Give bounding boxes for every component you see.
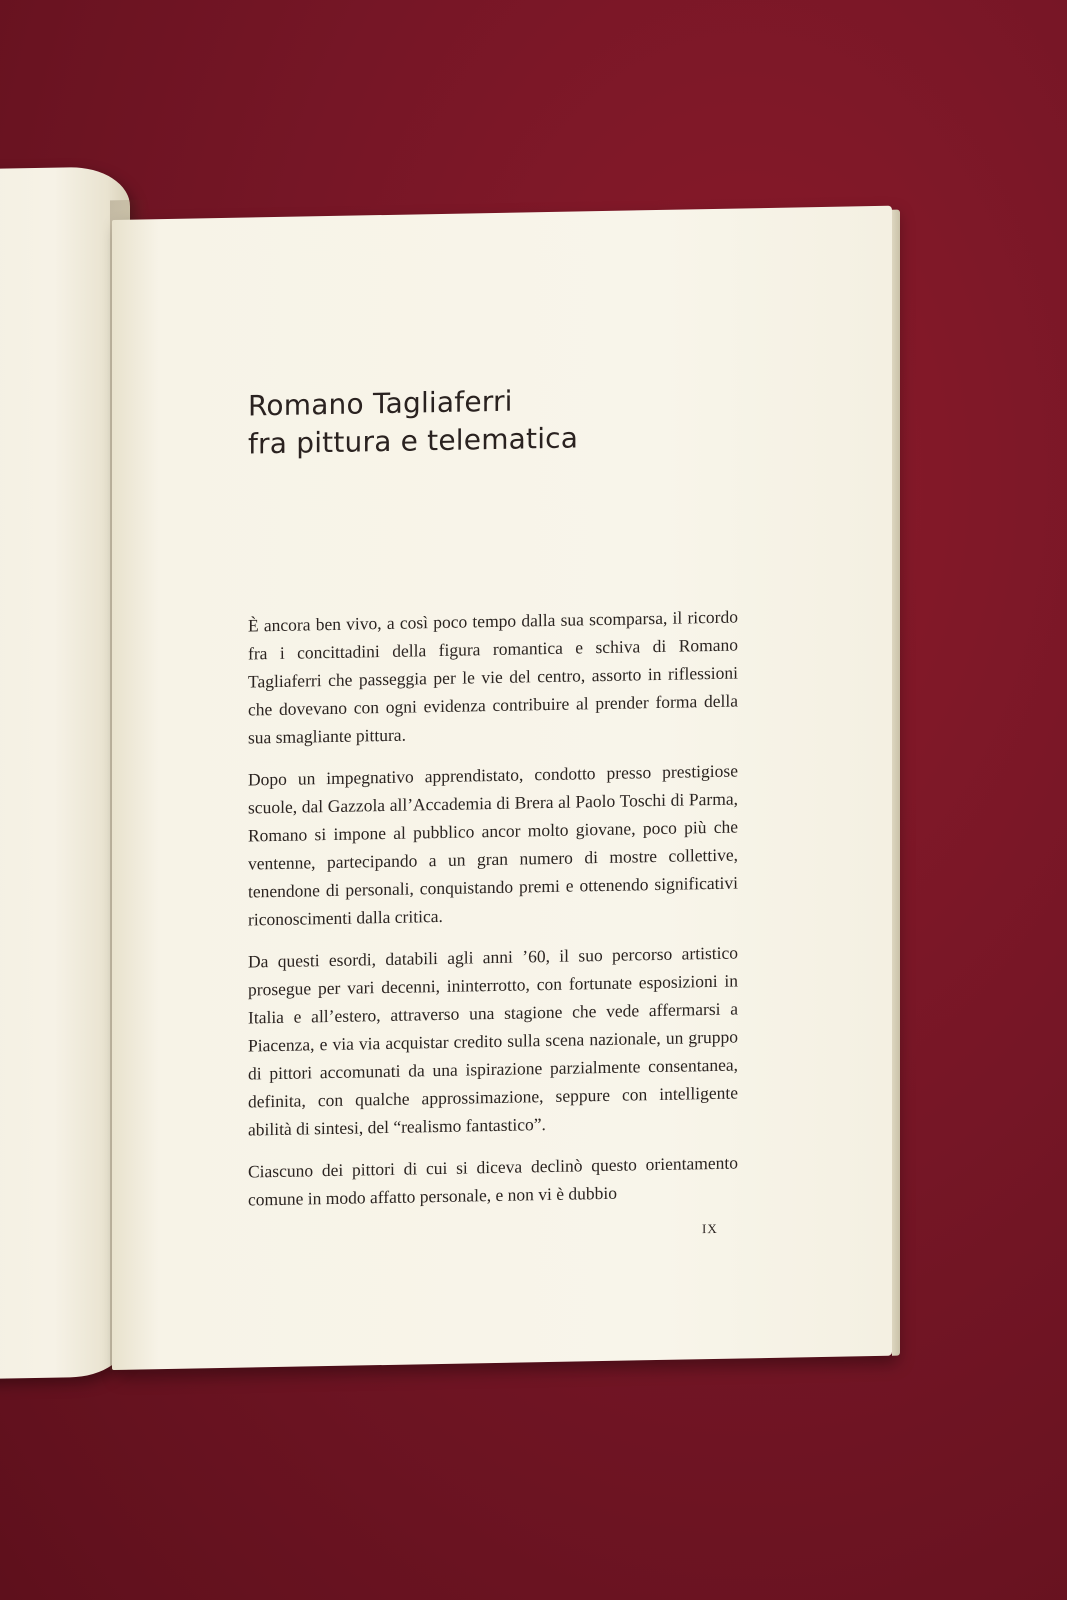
chapter-title-line-2: fra pittura e telematica — [248, 421, 579, 461]
right-page — [112, 206, 892, 1370]
paragraph-2: Dopo un impegnativo apprendistato, condotto presso prestigiose scuole, dal Gazzola all’Accademia di Brera al Paolo Toschi di Parma, Romano si impone al pubblico ancor molto giovane, poco più che ventenne, partecipando a un gran numero di mostre collettive, tenendone di personali, conquistando premi e ottenendo significativi riconoscimenti dalla critica. — [248, 760, 738, 930]
body-text — [248, 603, 738, 1214]
page-content — [248, 379, 738, 1228]
chapter-title — [248, 379, 738, 464]
paragraph-4: Ciascuno dei pittori di cui si diceva declinò questo orientamento comune in modo affatto personale, e non vi è dubbio — [248, 1152, 738, 1210]
page-number: IX — [702, 1220, 718, 1237]
chapter-title-line-1: Romano Tagliaferri — [248, 384, 513, 423]
paragraph-3: Da questi esordi, databili agli anni ’60, il suo percorso artistico prosegue per vari decenni, ininterrotto, con fortunate esposizioni in Italia e all’estero, attraverso una stagione che vede affermarsi a Piacenza, e via via acquistar credito sulla scena nazionale, un gruppo di pittori accomunati da una ispirazione parzialmente consentanea, definita, con qualche approssimazione, seppure con intelligente abilità di sintesi, del “realismo fantastico”. — [248, 942, 738, 1140]
page-edge — [892, 210, 900, 1356]
paragraph-1: È ancora ben vivo, a così poco tempo dalla sua scomparsa, il ricordo fra i concittadini della figura romantica e schiva di Romano Tagliaferri che passeggia per le vie del centro, assorto in riflessioni che dovevano con ogni evidenza contribuire al prender forma della sua smagliante pittura. — [248, 606, 738, 748]
